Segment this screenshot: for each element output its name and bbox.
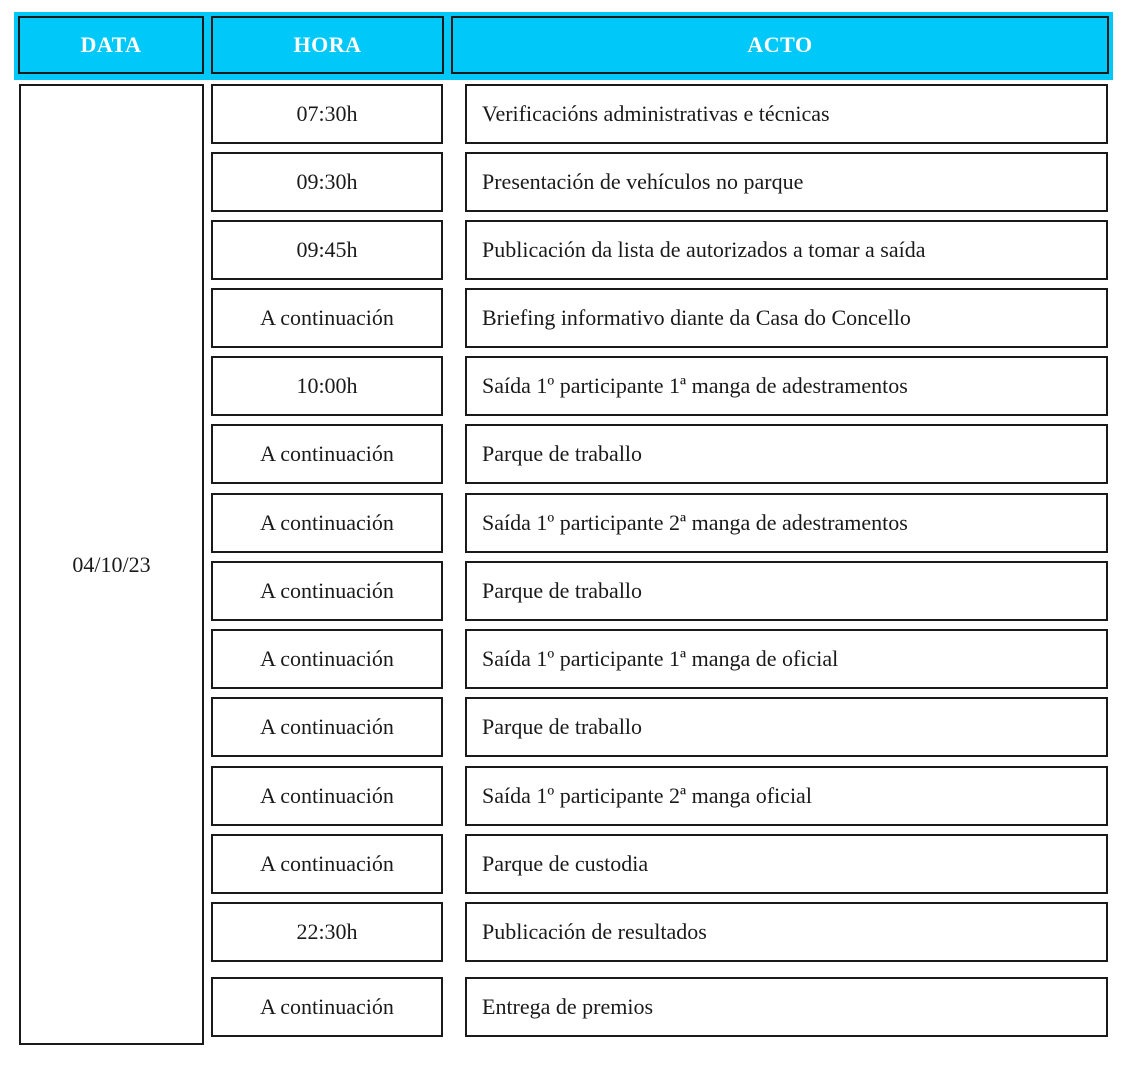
hora-cell: A continuación [211, 834, 443, 894]
hora-cell: A continuación [211, 629, 443, 689]
hora-cell: A continuación [211, 561, 443, 621]
hora-cell: 09:30h [211, 152, 443, 212]
table-row [0, 152, 1133, 212]
hora-cell: 22:30h [211, 902, 443, 962]
table-row [0, 629, 1133, 689]
acto-cell: Parque de traballo [465, 424, 1108, 484]
hora-cell: A continuación [211, 288, 443, 348]
acto-cell: Saída 1º participante 1ª manga de adestramentos [465, 356, 1108, 416]
acto-cell: Parque de traballo [465, 561, 1108, 621]
acto-cell: Entrega de premios [465, 977, 1108, 1037]
acto-cell: Parque de traballo [465, 697, 1108, 757]
hora-cell: 07:30h [211, 84, 443, 144]
acto-cell: Publicación da lista de autorizados a tomar a saída [465, 220, 1108, 280]
acto-cell: Publicación de resultados [465, 902, 1108, 962]
acto-cell: Saída 1º participante 2ª manga de adestramentos [465, 493, 1108, 553]
hora-cell: 10:00h [211, 356, 443, 416]
table-row [0, 977, 1133, 1037]
table-row [0, 766, 1133, 826]
table-row [0, 424, 1133, 484]
hora-cell: A continuación [211, 424, 443, 484]
column-header-data: DATA [18, 16, 204, 74]
column-header-acto: ACTO [451, 16, 1109, 74]
acto-cell: Parque de custodia [465, 834, 1108, 894]
table-row [0, 84, 1133, 144]
hora-cell: A continuación [211, 977, 443, 1037]
date-cell: 04/10/23 [19, 84, 204, 1045]
table-row [0, 697, 1133, 757]
table-row [0, 493, 1133, 553]
column-header-hora: HORA [211, 16, 444, 74]
table-row [0, 902, 1133, 962]
table-row [0, 561, 1133, 621]
acto-cell: Briefing informativo diante da Casa do Concello [465, 288, 1108, 348]
acto-cell: Verificacións administrativas e técnicas [465, 84, 1108, 144]
acto-cell: Saída 1º participante 1ª manga de oficial [465, 629, 1108, 689]
hora-cell: A continuación [211, 493, 443, 553]
table-row [0, 356, 1133, 416]
table-row [0, 288, 1133, 348]
hora-cell: 09:45h [211, 220, 443, 280]
hora-cell: A continuación [211, 766, 443, 826]
table-row [0, 834, 1133, 894]
hora-cell: A continuación [211, 697, 443, 757]
table-row [0, 220, 1133, 280]
acto-cell: Saída 1º participante 2ª manga oficial [465, 766, 1108, 826]
acto-cell: Presentación de vehículos no parque [465, 152, 1108, 212]
